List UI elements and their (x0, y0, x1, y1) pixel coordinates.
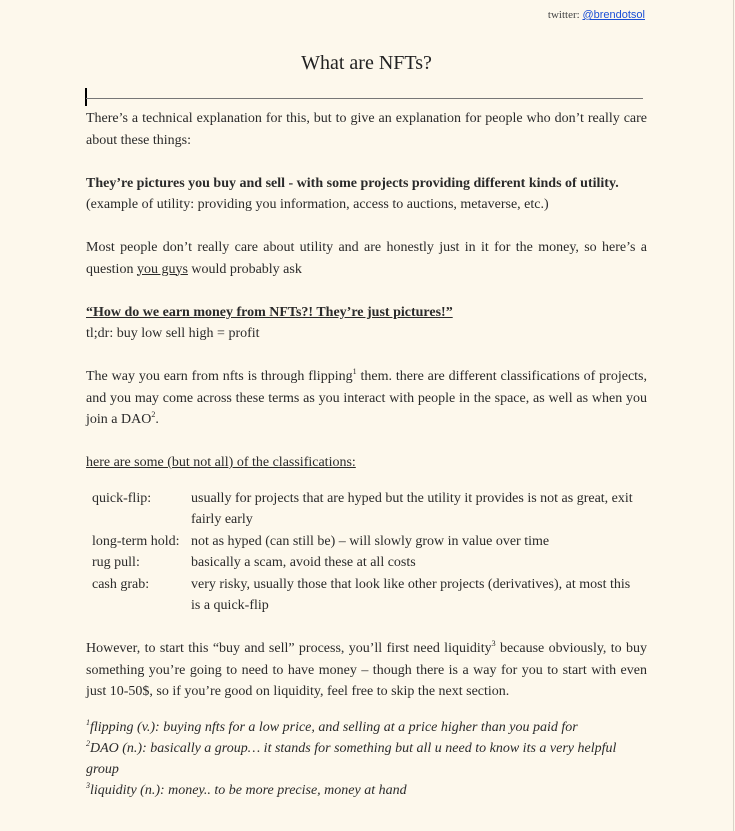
classification-term: long-term hold: (92, 533, 180, 549)
table-row (86, 488, 647, 531)
footnote: $^3$liquidity (n.): money.. to be more precise, money at hand (86, 780, 407, 798)
question-heading: “How do we earn money from NFTs?! They’re just pictures!” (86, 304, 453, 320)
footnote-ref-1: 1 (352, 367, 357, 376)
answer-example: (example of utility: providing you information, access to auctions, metaverse, etc.) (86, 197, 549, 212)
footnote: $^1$flipping (v.): buying nfts for a low price, and selling at a price higher than you paid for (86, 717, 578, 735)
classification-term: rug pull: (92, 555, 140, 570)
classifications-heading: here are some (but not all) of the classifications: (86, 455, 356, 470)
table-row (86, 531, 647, 553)
answer-bold: They’re pictures you buy and sell - with some projects providing different kinds of utility. (86, 175, 619, 191)
classification-term: quick-flip: (92, 490, 152, 506)
twitter-credit (548, 9, 645, 21)
liquidity-paragraph: However, to start this “buy and sell” process, you’ll first need liquidity$^3$ because obviously, to buy something you’re going to need to have money – though there is a way for you to start with even just 10-50$, so if you’re good on liquidity, feel free to skip the next section. (86, 639, 647, 699)
tldr-line: tl;dr: buy low sell high = profit (86, 326, 260, 341)
classifications-table (86, 488, 647, 617)
classification-term: cash grab: (92, 576, 150, 592)
classification-desc: not as hyped (can still be) – will slowly grow in value over time (191, 533, 550, 549)
twitter-handle-link[interactable]: @brendotsol (582, 9, 645, 21)
flipping-paragraph: The way you earn from nfts is through flipping$^1$ them. there are different classifications of projects, and you may come across these terms as you interact with people in the space, as well as when you join a DAO$^2$. (86, 367, 647, 427)
underlined-you-guys: you guys (136, 261, 188, 277)
footnote-ref-3: 3 (491, 639, 496, 648)
table-row (86, 574, 647, 617)
document-title: What are NFTs? (301, 52, 432, 74)
document-body (86, 108, 647, 801)
text-cursor (85, 88, 87, 106)
classification-desc: very risky, usually those that look like other projects (derivatives), at most this is a quick-flip (191, 576, 631, 613)
footnote-ref-2: 2 (151, 410, 156, 419)
utility-paragraph: Most people don’t really care about utility and are honestly just in it for the money, so here’s a question you guys would probably ask (86, 240, 647, 277)
classification-desc: basically a scam, avoid these at all costs (191, 555, 416, 570)
table-row (86, 552, 647, 574)
intro-paragraph: There’s a technical explanation for this, but to give an explanation for people who don’t really care about these things: (86, 111, 647, 148)
footnote: $^2$DAO (n.): basically a group… it stands for something but all u need to know its a very helpful group (86, 738, 617, 777)
twitter-prefix: twitter: (547, 9, 580, 21)
horizontal-rule (86, 98, 643, 99)
classification-desc: usually for projects that are hyped but the utility it provides is not as great, exit fairly early (191, 490, 633, 527)
